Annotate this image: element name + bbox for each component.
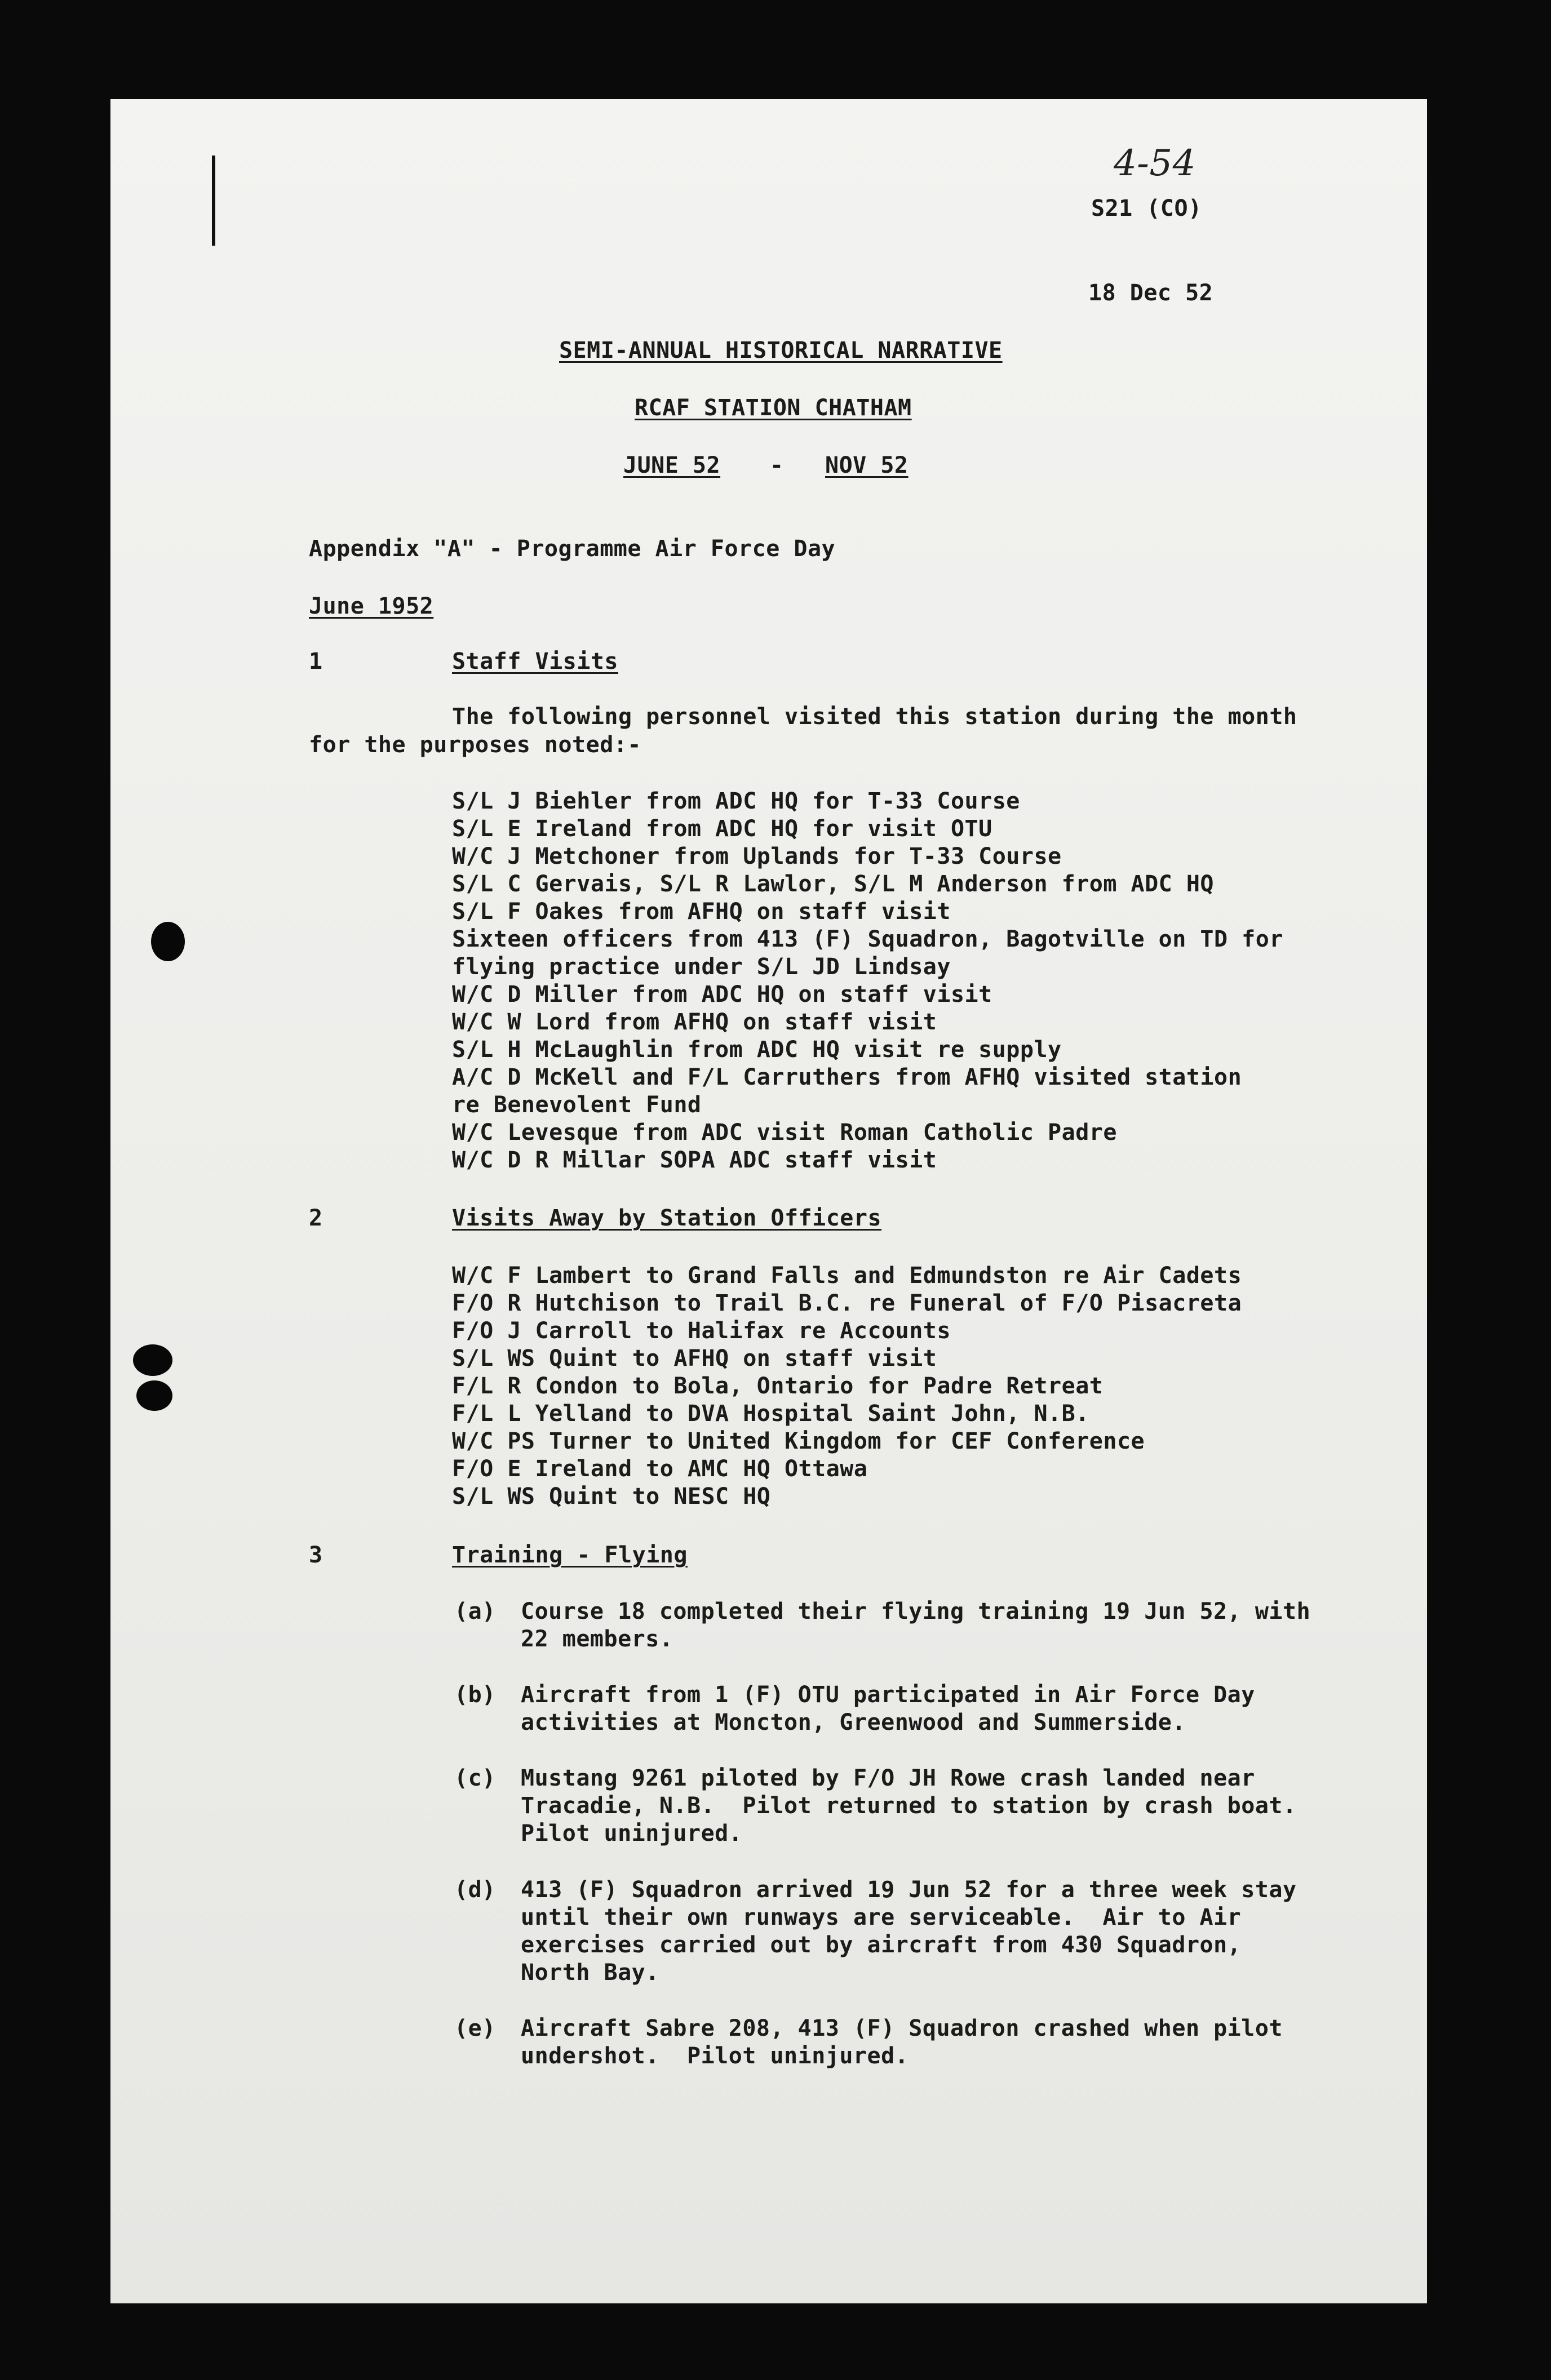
item-label: (a) [454, 1598, 496, 1624]
period-separator: - [770, 452, 784, 478]
section-1-heading: Staff Visits [452, 649, 618, 674]
item-text: until their own runways are serviceable. Air to Air [521, 1904, 1242, 1930]
item-text: Pilot uninjured. [521, 1820, 743, 1846]
list-item: S/L H McLaughlin from ADC HQ visit re supply [452, 1037, 1062, 1063]
list-item: W/C D Miller from ADC HQ on staff visit [452, 982, 992, 1007]
item-label: (d) [454, 1877, 496, 1903]
punch-hole-top [151, 922, 185, 961]
section-1-intro-2: for the purposes noted:- [309, 732, 641, 758]
list-item: F/O E Ireland to AMC HQ Ottawa [452, 1456, 868, 1482]
section-1-number: 1 [309, 649, 323, 674]
item-text: undershot. Pilot uninjured. [521, 2043, 909, 2069]
list-item: W/C PS Turner to United Kingdom for CEF Conference [452, 1428, 1145, 1454]
list-item: re Benevolent Fund [452, 1092, 702, 1118]
month-heading: June 1952 [309, 593, 434, 619]
list-item: flying practice under S/L JD Lindsay [452, 954, 951, 980]
item-label: (e) [454, 2015, 496, 2041]
file-reference: S21 (CO) [1091, 196, 1202, 221]
list-item: S/L F Oakes from AFHQ on staff visit [452, 899, 951, 925]
list-item: W/C W Lord from AFHQ on staff visit [452, 1009, 937, 1035]
list-item: S/L WS Quint to AFHQ on staff visit [452, 1346, 937, 1371]
handwritten-reference: 4-54 [1114, 143, 1196, 184]
item-text: activities at Moncton, Greenwood and Summerside. [521, 1709, 1186, 1735]
document-title: SEMI-ANNUAL HISTORICAL NARRATIVE [559, 338, 1003, 363]
punch-hole-bottom-a [133, 1344, 172, 1376]
list-item: F/O J Carroll to Halifax re Accounts [452, 1318, 951, 1344]
list-item: S/L WS Quint to NESC HQ [452, 1484, 771, 1509]
section-3-number: 3 [309, 1542, 323, 1568]
staple-mark [212, 156, 215, 246]
section-1-intro-1: The following personnel visited this station during the month [452, 704, 1297, 730]
list-item: F/L R Condon to Bola, Ontario for Padre Retreat [452, 1373, 1104, 1399]
item-text: 22 members. [521, 1626, 673, 1652]
item-text: North Bay. [521, 1960, 659, 1986]
list-item: W/C F Lambert to Grand Falls and Edmundston re Air Cadets [452, 1263, 1242, 1289]
item-text: 413 (F) Squadron arrived 19 Jun 52 for a three week stay [521, 1877, 1297, 1903]
section-3-heading: Training - Flying [452, 1542, 688, 1568]
punch-hole-bottom-b [136, 1380, 172, 1411]
list-item: Sixteen officers from 413 (F) Squadron, Bagotville on TD for [452, 926, 1283, 952]
appendix-line: Appendix "A" - Programme Air Force Day [309, 536, 836, 562]
item-label: (b) [454, 1682, 496, 1708]
item-text: Mustang 9261 piloted by F/O JH Rowe crash landed near [521, 1765, 1255, 1791]
item-text: Course 18 completed their flying training 19 Jun 52, with [521, 1598, 1311, 1624]
item-text: Tracadie, N.B. Pilot returned to station by crash boat. [521, 1793, 1297, 1819]
document-date: 18 Dec 52 [1088, 280, 1213, 306]
item-label: (c) [454, 1765, 496, 1791]
section-2-heading: Visits Away by Station Officers [452, 1205, 882, 1231]
list-item: S/L E Ireland from ADC HQ for visit OTU [452, 816, 992, 842]
document-page [110, 99, 1427, 2303]
item-text: Aircraft Sabre 208, 413 (F) Squadron crashed when pilot [521, 2015, 1283, 2041]
item-text: Aircraft from 1 (F) OTU participated in Air Force Day [521, 1682, 1255, 1708]
list-item: W/C Levesque from ADC visit Roman Catholic Padre [452, 1120, 1117, 1145]
item-text: exercises carried out by aircraft from 430 Squadron, [521, 1932, 1242, 1958]
period-end: NOV 52 [825, 452, 909, 478]
list-item: A/C D McKell and F/L Carruthers from AFHQ visited station [452, 1064, 1242, 1090]
section-2-number: 2 [309, 1205, 323, 1231]
list-item: F/O R Hutchison to Trail B.C. re Funeral of F/O Pisacreta [452, 1290, 1242, 1316]
list-item: W/C J Metchoner from Uplands for T-33 Course [452, 843, 1062, 869]
list-item: S/L C Gervais, S/L R Lawlor, S/L M Anderson from ADC HQ [452, 871, 1215, 897]
list-item: W/C D R Millar SOPA ADC staff visit [452, 1147, 937, 1173]
list-item: S/L J Biehler from ADC HQ for T-33 Course [452, 788, 1020, 814]
period-start: JUNE 52 [623, 452, 721, 478]
list-item: F/L L Yelland to DVA Hospital Saint John, N.B. [452, 1401, 1089, 1427]
station-name: RCAF STATION CHATHAM [635, 395, 912, 421]
